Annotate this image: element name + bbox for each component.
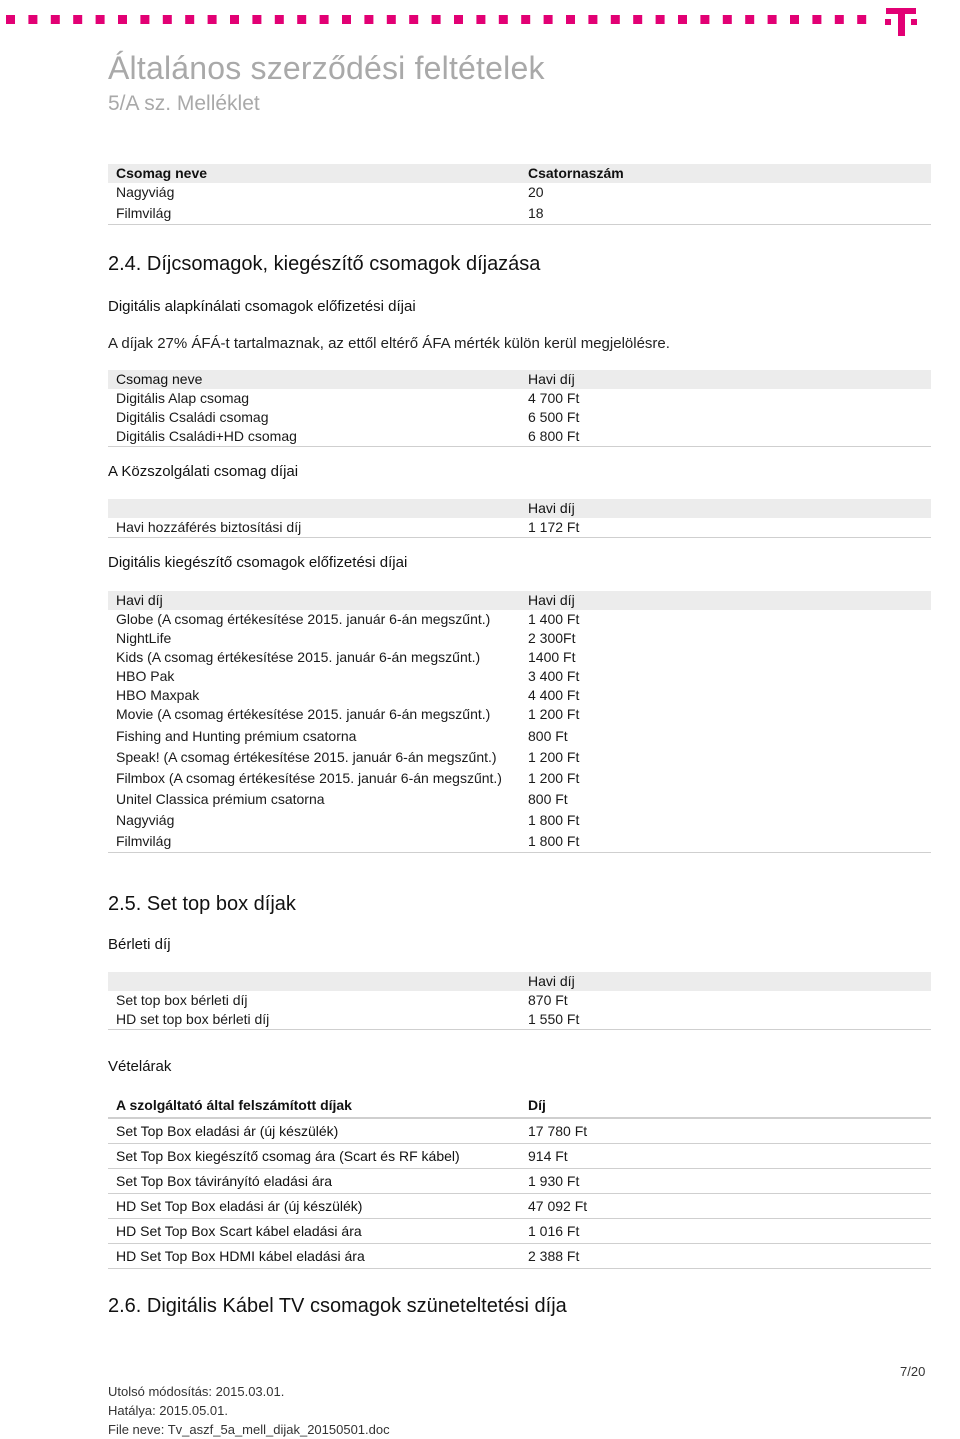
channel-count-table	[108, 164, 931, 225]
section-heading-2-5: 2.5. Set top box díjak	[108, 893, 296, 915]
basic-packages-table	[108, 370, 931, 447]
header-dot	[409, 15, 418, 24]
table-cell: HBO Maxpak	[116, 687, 200, 703]
table-cell: 4 400 Ft	[528, 687, 580, 703]
table-cell: 800 Ft	[528, 728, 568, 744]
table-cell: 4 700 Ft	[528, 390, 580, 406]
header-dot	[723, 15, 732, 24]
header-dot	[588, 15, 597, 24]
table-cell: HD Set Top Box eladási ár (új készülék)	[108, 1194, 520, 1219]
table-cell: Unitel Classica prémium csatorna	[116, 791, 325, 807]
header-dot	[163, 15, 172, 24]
table-header	[108, 972, 520, 991]
subheading-rent: Bérleti díj	[108, 936, 171, 953]
header-dot	[297, 15, 306, 24]
table-cell: Filmvilág	[108, 202, 520, 225]
table-cell: Digitális Alap csomag	[116, 390, 250, 406]
table-cell: 2 300Ft	[528, 630, 576, 646]
header-dot	[6, 15, 15, 24]
header-dot	[745, 15, 754, 24]
table-header: Díj	[520, 1093, 931, 1118]
table-cell: NightLife	[116, 630, 172, 646]
vat-note: A díjak 27% ÁFÁ-t tartalmaznak, az ettől eltérő ÁFA mérték külön kerül megjelölésre.	[108, 335, 670, 352]
table-cell: 6 800 Ft	[520, 427, 931, 447]
table-cell: Kids (A csomag értékesítése 2015. január 6-án megszűnt.)	[116, 649, 481, 665]
table-cell: HBO Pak	[116, 668, 175, 684]
table-cell: Globe (A csomag értékesítése 2015. január 6-án megszűnt.)	[116, 611, 491, 627]
table-cell: 1 400 Ft	[528, 611, 580, 627]
header-dot	[185, 15, 194, 24]
header-dot	[342, 15, 351, 24]
table-cell: 1 172 Ft	[520, 518, 931, 538]
addon-packages-table-continued	[108, 726, 931, 853]
table-header: Havi díj	[520, 499, 931, 518]
table-cell: Nagyviág	[116, 184, 175, 200]
telekom-logo-icon	[884, 4, 918, 38]
table-cell: Nagyviág	[116, 812, 175, 828]
table-cell: HD Set Top Box HDMI kábel eladási ára	[108, 1244, 520, 1269]
table-header: A szolgáltató által felszámított díjak	[108, 1093, 520, 1118]
header-dot	[320, 15, 329, 24]
header-dot	[28, 15, 37, 24]
header-dots	[0, 0, 960, 40]
stb-purchase-table	[108, 1093, 931, 1269]
subheading-addon-packages: Digitális kiegészítő csomagok előfizetési díjai	[108, 554, 408, 571]
header-dot	[700, 15, 709, 24]
header-dot	[454, 15, 463, 24]
stb-rent-table	[108, 972, 931, 1030]
footer-modified: Utolsó módosítás: 2015.03.01.	[108, 1384, 285, 1399]
table-cell: Set Top Box eladási ár (új készülék)	[108, 1118, 520, 1144]
header-dot	[208, 15, 217, 24]
table-header: Havi díj	[108, 591, 520, 610]
table-cell: Filmbox (A csomag értékesítése 2015. január 6-án megszűnt.)	[116, 770, 502, 786]
table-cell: Havi hozzáférés biztosítási díj	[108, 518, 520, 538]
subheading-purchase: Vételárak	[108, 1058, 172, 1075]
table-cell: Filmvilág	[108, 831, 520, 853]
header-dot	[499, 15, 508, 24]
table-cell: HD Set Top Box Scart kábel eladási ára	[108, 1219, 520, 1244]
table-cell: 1 800 Ft	[520, 831, 931, 853]
table-cell: 17 780 Ft	[520, 1118, 931, 1144]
subheading-basic-packages: Digitális alapkínálati csomagok előfizetési díjai	[108, 298, 416, 315]
header-dot	[857, 15, 866, 24]
header-dot	[611, 15, 620, 24]
table-cell: 1 016 Ft	[520, 1219, 931, 1244]
table-cell: Fishing and Hunting prémium csatorna	[116, 728, 357, 744]
table-cell: 18	[520, 202, 931, 225]
header-dot	[387, 15, 396, 24]
footer-filename: File neve: Tv_aszf_5a_mell_dijak_20150501.doc	[108, 1422, 390, 1437]
header-dot	[118, 15, 127, 24]
addon-packages-table	[108, 591, 931, 724]
table-cell: Set Top Box távirányító eladási ára	[108, 1169, 520, 1194]
footer-effective: Hatálya: 2015.05.01.	[108, 1403, 228, 1418]
table-cell: Speak! (A csomag értékesítése 2015. január 6-án megszűnt.)	[116, 749, 497, 765]
header-dot	[521, 15, 530, 24]
table-header: Csatornaszám	[520, 164, 931, 183]
document-title: Általános szerződési feltételek	[108, 50, 545, 86]
header-dot	[812, 15, 821, 24]
subheading-public-package: A Közszolgálati csomag díjai	[108, 463, 299, 480]
header-dot	[140, 15, 149, 24]
table-header: Havi díj	[520, 972, 931, 991]
header-dot	[544, 15, 553, 24]
header-dot	[566, 15, 575, 24]
header-dot	[73, 15, 82, 24]
table-cell: 1400 Ft	[528, 649, 576, 665]
table-header	[108, 499, 520, 518]
table-cell: 914 Ft	[520, 1144, 931, 1169]
table-cell: 47 092 Ft	[520, 1194, 931, 1219]
section-heading-2-6: 2.6. Digitális Kábel TV csomagok szüneteltetési díja	[108, 1295, 567, 1317]
header-dot	[96, 15, 105, 24]
table-cell: Set top box bérleti díj	[116, 992, 248, 1008]
table-cell: Digitális Családi+HD csomag	[108, 427, 520, 447]
table-cell: Set Top Box kiegészítő csomag ára (Scart és RF kábel)	[108, 1144, 520, 1169]
table-cell: HD set top box bérleti díj	[108, 1010, 520, 1030]
table-cell: 6 500 Ft	[528, 409, 580, 425]
table-cell: 1 800 Ft	[528, 812, 580, 828]
header-dot	[476, 15, 485, 24]
header-dot	[768, 15, 777, 24]
section-heading-2-4: 2.4. Díjcsomagok, kiegészítő csomagok díjazása	[108, 253, 541, 275]
header-dot	[252, 15, 261, 24]
header-dot	[678, 15, 687, 24]
table-cell: 1 550 Ft	[520, 1010, 931, 1030]
header-dot	[633, 15, 642, 24]
document-subtitle: 5/A sz. Melléklet	[108, 92, 260, 115]
table-cell: 1 930 Ft	[520, 1169, 931, 1194]
table-cell: 3 400 Ft	[528, 668, 580, 684]
table-header: Havi díj	[520, 591, 931, 610]
header-dot	[51, 15, 60, 24]
table-cell: 870 Ft	[528, 992, 568, 1008]
table-cell: 800 Ft	[528, 791, 568, 807]
table-cell: 2 388 Ft	[520, 1244, 931, 1269]
table-header: Havi díj	[520, 370, 931, 389]
header-dot	[364, 15, 373, 24]
table-cell: 20	[528, 184, 544, 200]
table-cell: 1 200 Ft	[528, 749, 580, 765]
table-header: Csomag neve	[108, 370, 520, 389]
header-dot	[790, 15, 799, 24]
header-dot	[835, 15, 844, 24]
table-cell: Digitális Családi csomag	[116, 409, 269, 425]
header-dot	[656, 15, 665, 24]
public-package-table	[108, 499, 931, 538]
table-cell: 1 200 Ft	[528, 706, 580, 722]
table-cell: Movie (A csomag értékesítése 2015. január 6-án megszűnt.)	[116, 706, 491, 722]
table-cell: 1 200 Ft	[528, 770, 580, 786]
header-dot	[432, 15, 441, 24]
header-dot	[275, 15, 284, 24]
header-dot	[230, 15, 239, 24]
page-number: 7/20	[900, 1364, 926, 1379]
table-header: Csomag neve	[108, 164, 520, 183]
